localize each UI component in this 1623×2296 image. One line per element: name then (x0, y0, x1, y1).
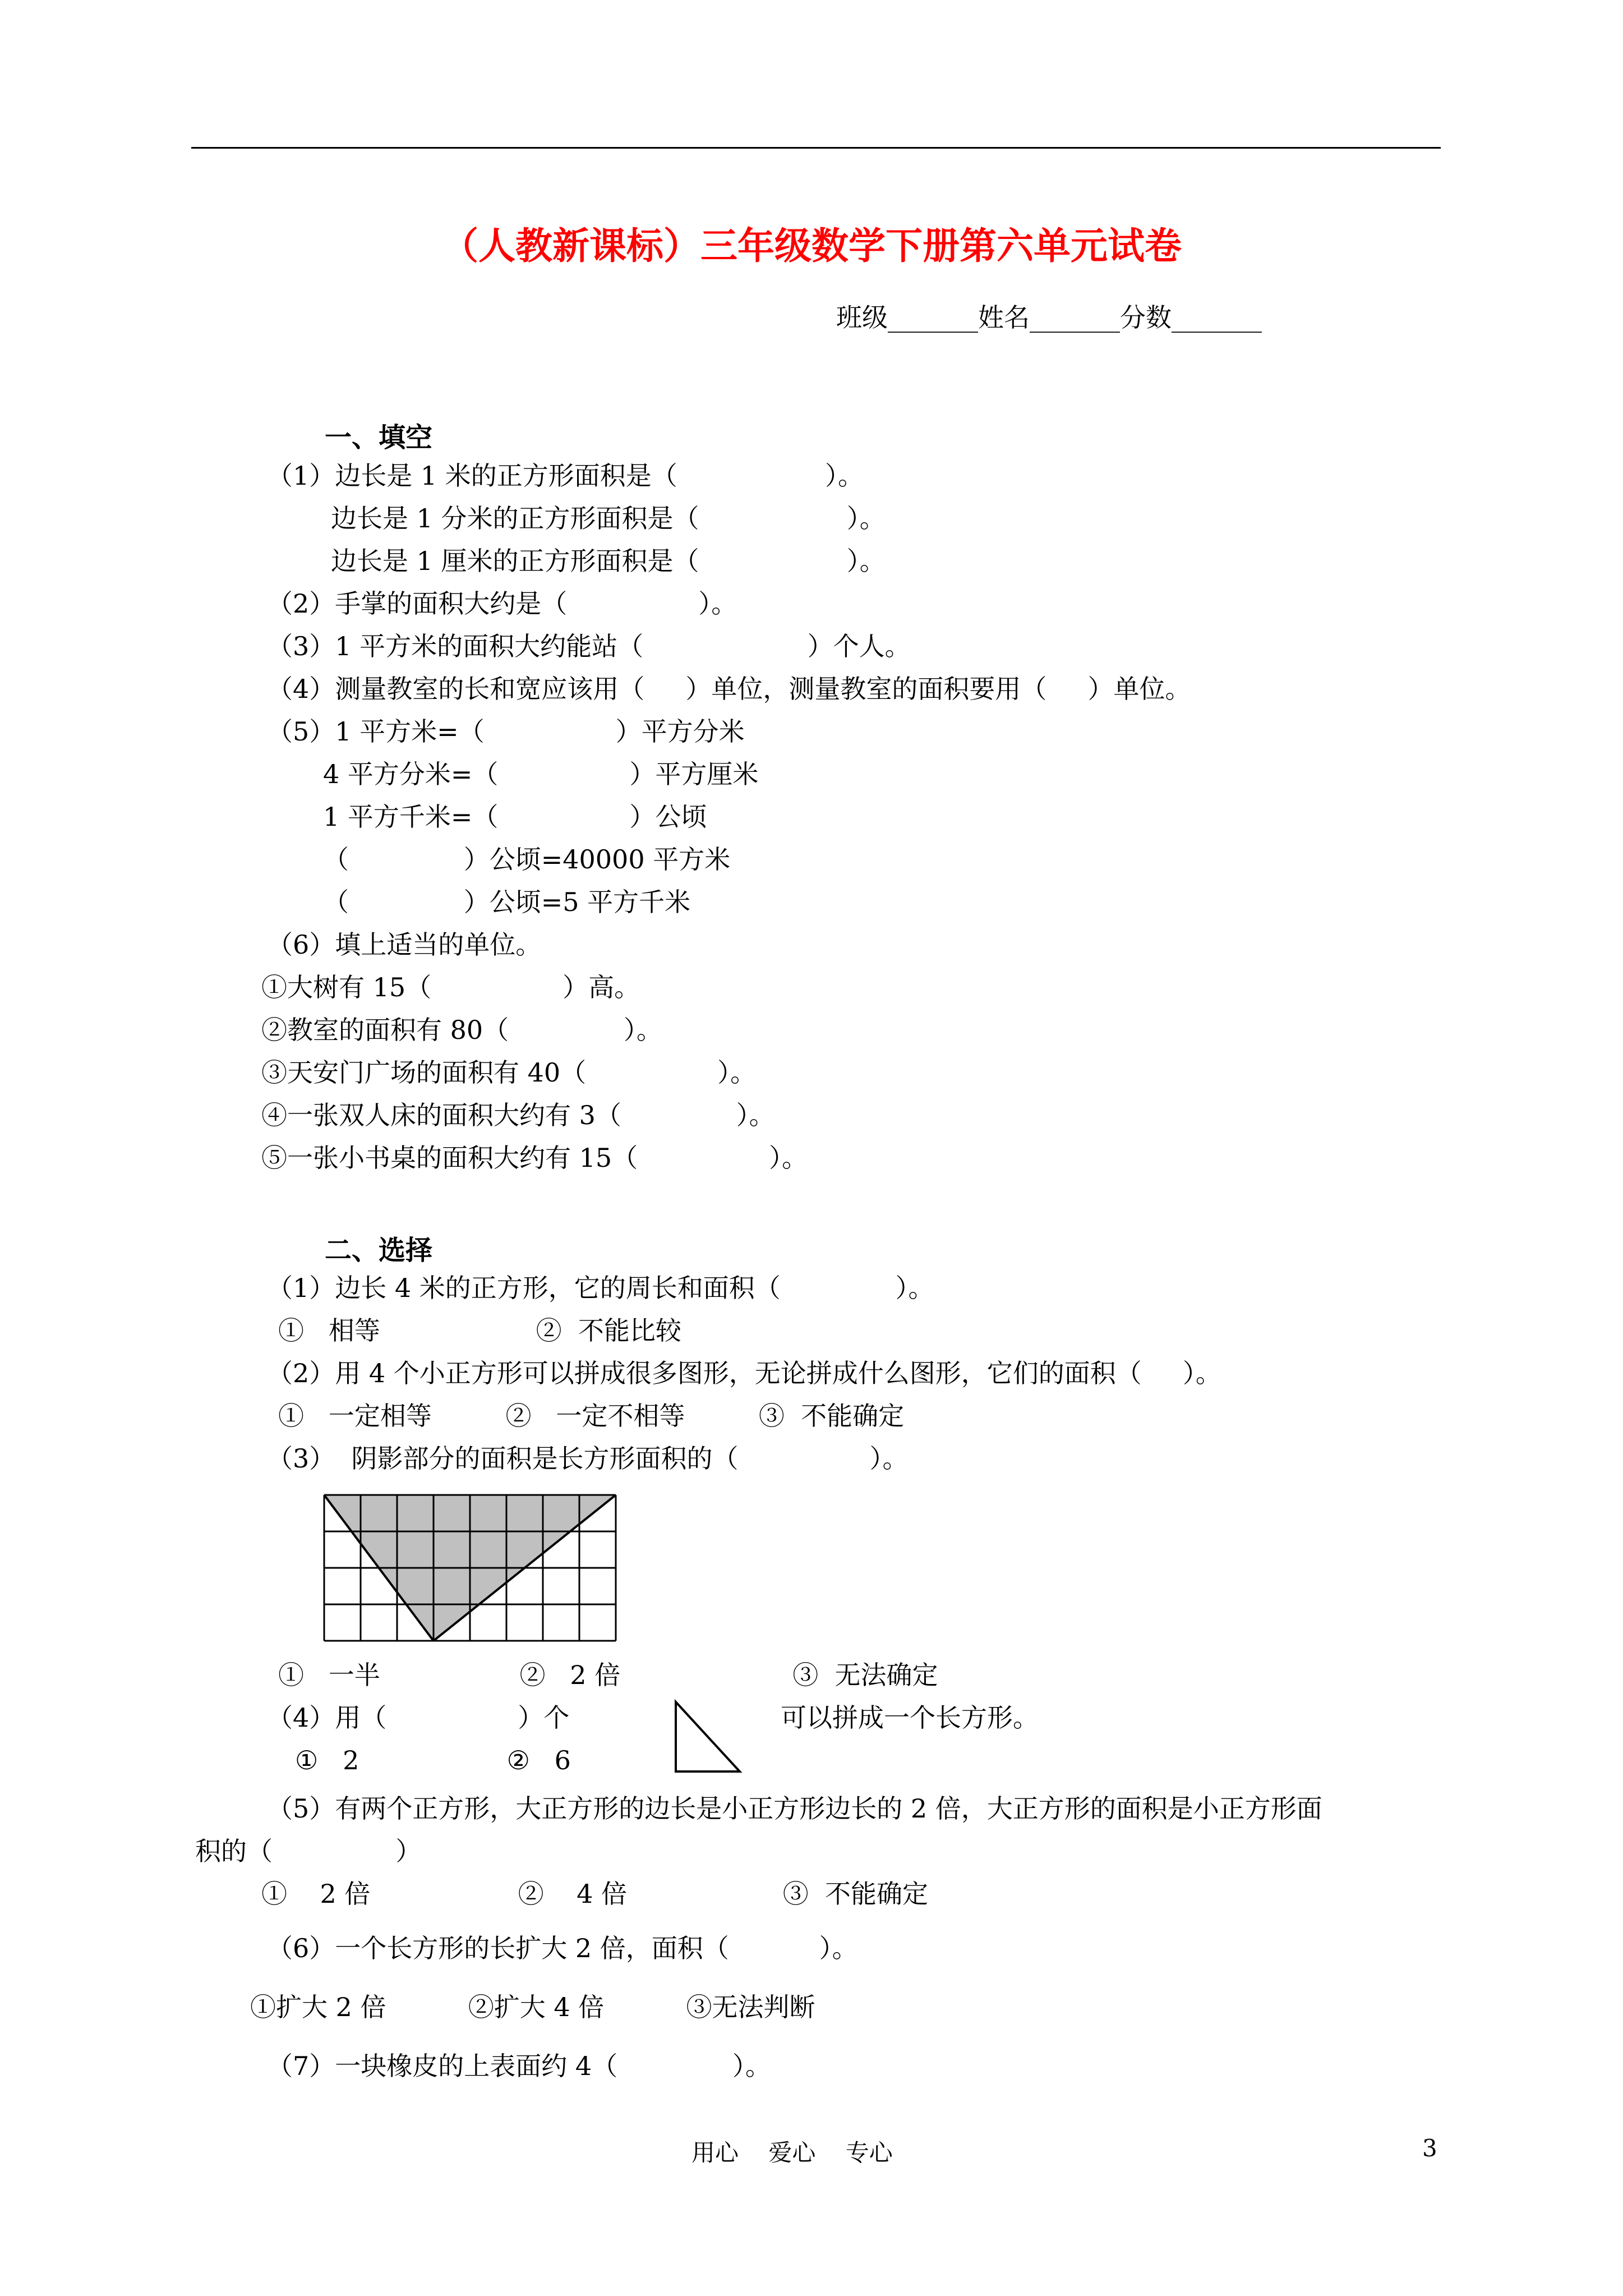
section-heading-fill: 一、填空 (325, 422, 433, 453)
q5e: （ ）公顷=5 平方千米 (323, 887, 691, 917)
q6c: ③天安门广场的面积有 40（ ）。 (261, 1057, 757, 1088)
page-title: （人教新课标）三年级数学下册第六单元试卷 (441, 224, 1182, 268)
q5a: （5）1 平方米=（ ）平方分米 (267, 716, 745, 747)
c6-options: ①扩大 2 倍 ②扩大 4 倍 ③无法判断 (250, 1992, 815, 2022)
c5b: 积的（ ） (195, 1836, 422, 1866)
page-number: 3 (1422, 2134, 1437, 2162)
q3: （3）1 平方米的面积大约能站（ ）个人。 (267, 631, 911, 661)
c7: （7）一块橡皮的上表面约 4（ ）。 (267, 2051, 771, 2081)
q6e: ⑤一张小书桌的面积大约有 15（ ）。 (261, 1143, 808, 1173)
section-heading-choice: 二、选择 (325, 1235, 433, 1266)
c2: （2）用 4 个小正方形可以拼成很多图形，无论拼成什么图形，它们的面积（ ）。 (267, 1358, 1221, 1388)
q5c: 1 平方千米=（ ）公顷 (323, 802, 707, 832)
q5b: 4 平方分米=（ ）平方厘米 (323, 759, 759, 789)
q4: （4）测量教室的长和宽应该用（ ）单位，测量教室的面积要用（ ）单位。 (267, 674, 1191, 704)
footer-motto: 用心 爱心 专心 (691, 2139, 893, 2166)
student-info: 班级_______姓名_______分数_______ (836, 302, 1262, 333)
c4-options: ① 2 ② 6 (295, 1745, 571, 1775)
c5a: （5）有两个正方形，大正方形的边长是小正方形边长的 2 倍，大正方形的面积是小正方形面 (267, 1793, 1322, 1824)
c4-tail: 可以拼成一个长方形。 (781, 1703, 1039, 1733)
c1: （1）边长 4 米的正方形，它的周长和面积（ ）。 (267, 1273, 934, 1303)
q2: （2）手掌的面积大约是（ ）。 (267, 588, 737, 619)
shaded-grid-figure (324, 1495, 621, 1644)
q6b: ②教室的面积有 80（ ）。 (261, 1015, 662, 1045)
q6: （6）填上适当的单位。 (267, 930, 542, 960)
q1c: 边长是 1 厘米的正方形面积是（ ）。 (331, 546, 886, 576)
c4: （4）用（ ）个 (267, 1703, 570, 1733)
q6d: ④一张双人床的面积大约有 3（ ）。 (261, 1100, 775, 1130)
header-rule (191, 147, 1441, 149)
c3-options: ① 一半 ② 2 倍 ③ 无法确定 (278, 1660, 938, 1690)
q1b: 边长是 1 分米的正方形面积是（ ）。 (331, 503, 886, 533)
q1a: （1）边长是 1 米的正方形面积是（ ）。 (267, 461, 864, 491)
c1-options: ① 相等 ② 不能比较 (278, 1315, 681, 1346)
c5-options: ① 2 倍 ② 4 倍 ③ 不能确定 (261, 1879, 929, 1909)
c6: （6）一个长方形的长扩大 2 倍，面积（ ）。 (267, 1933, 858, 1963)
c3: （3） 阴影部分的面积是长方形面积的（ ）。 (267, 1443, 909, 1474)
q5d: （ ）公顷=40000 平方米 (323, 844, 731, 875)
c2-options: ① 一定相等 ② 一定不相等 ③ 不能确定 (278, 1401, 905, 1431)
q6a: ①大树有 15（ ）高。 (261, 972, 640, 1002)
right-triangle-shape (675, 1701, 742, 1774)
